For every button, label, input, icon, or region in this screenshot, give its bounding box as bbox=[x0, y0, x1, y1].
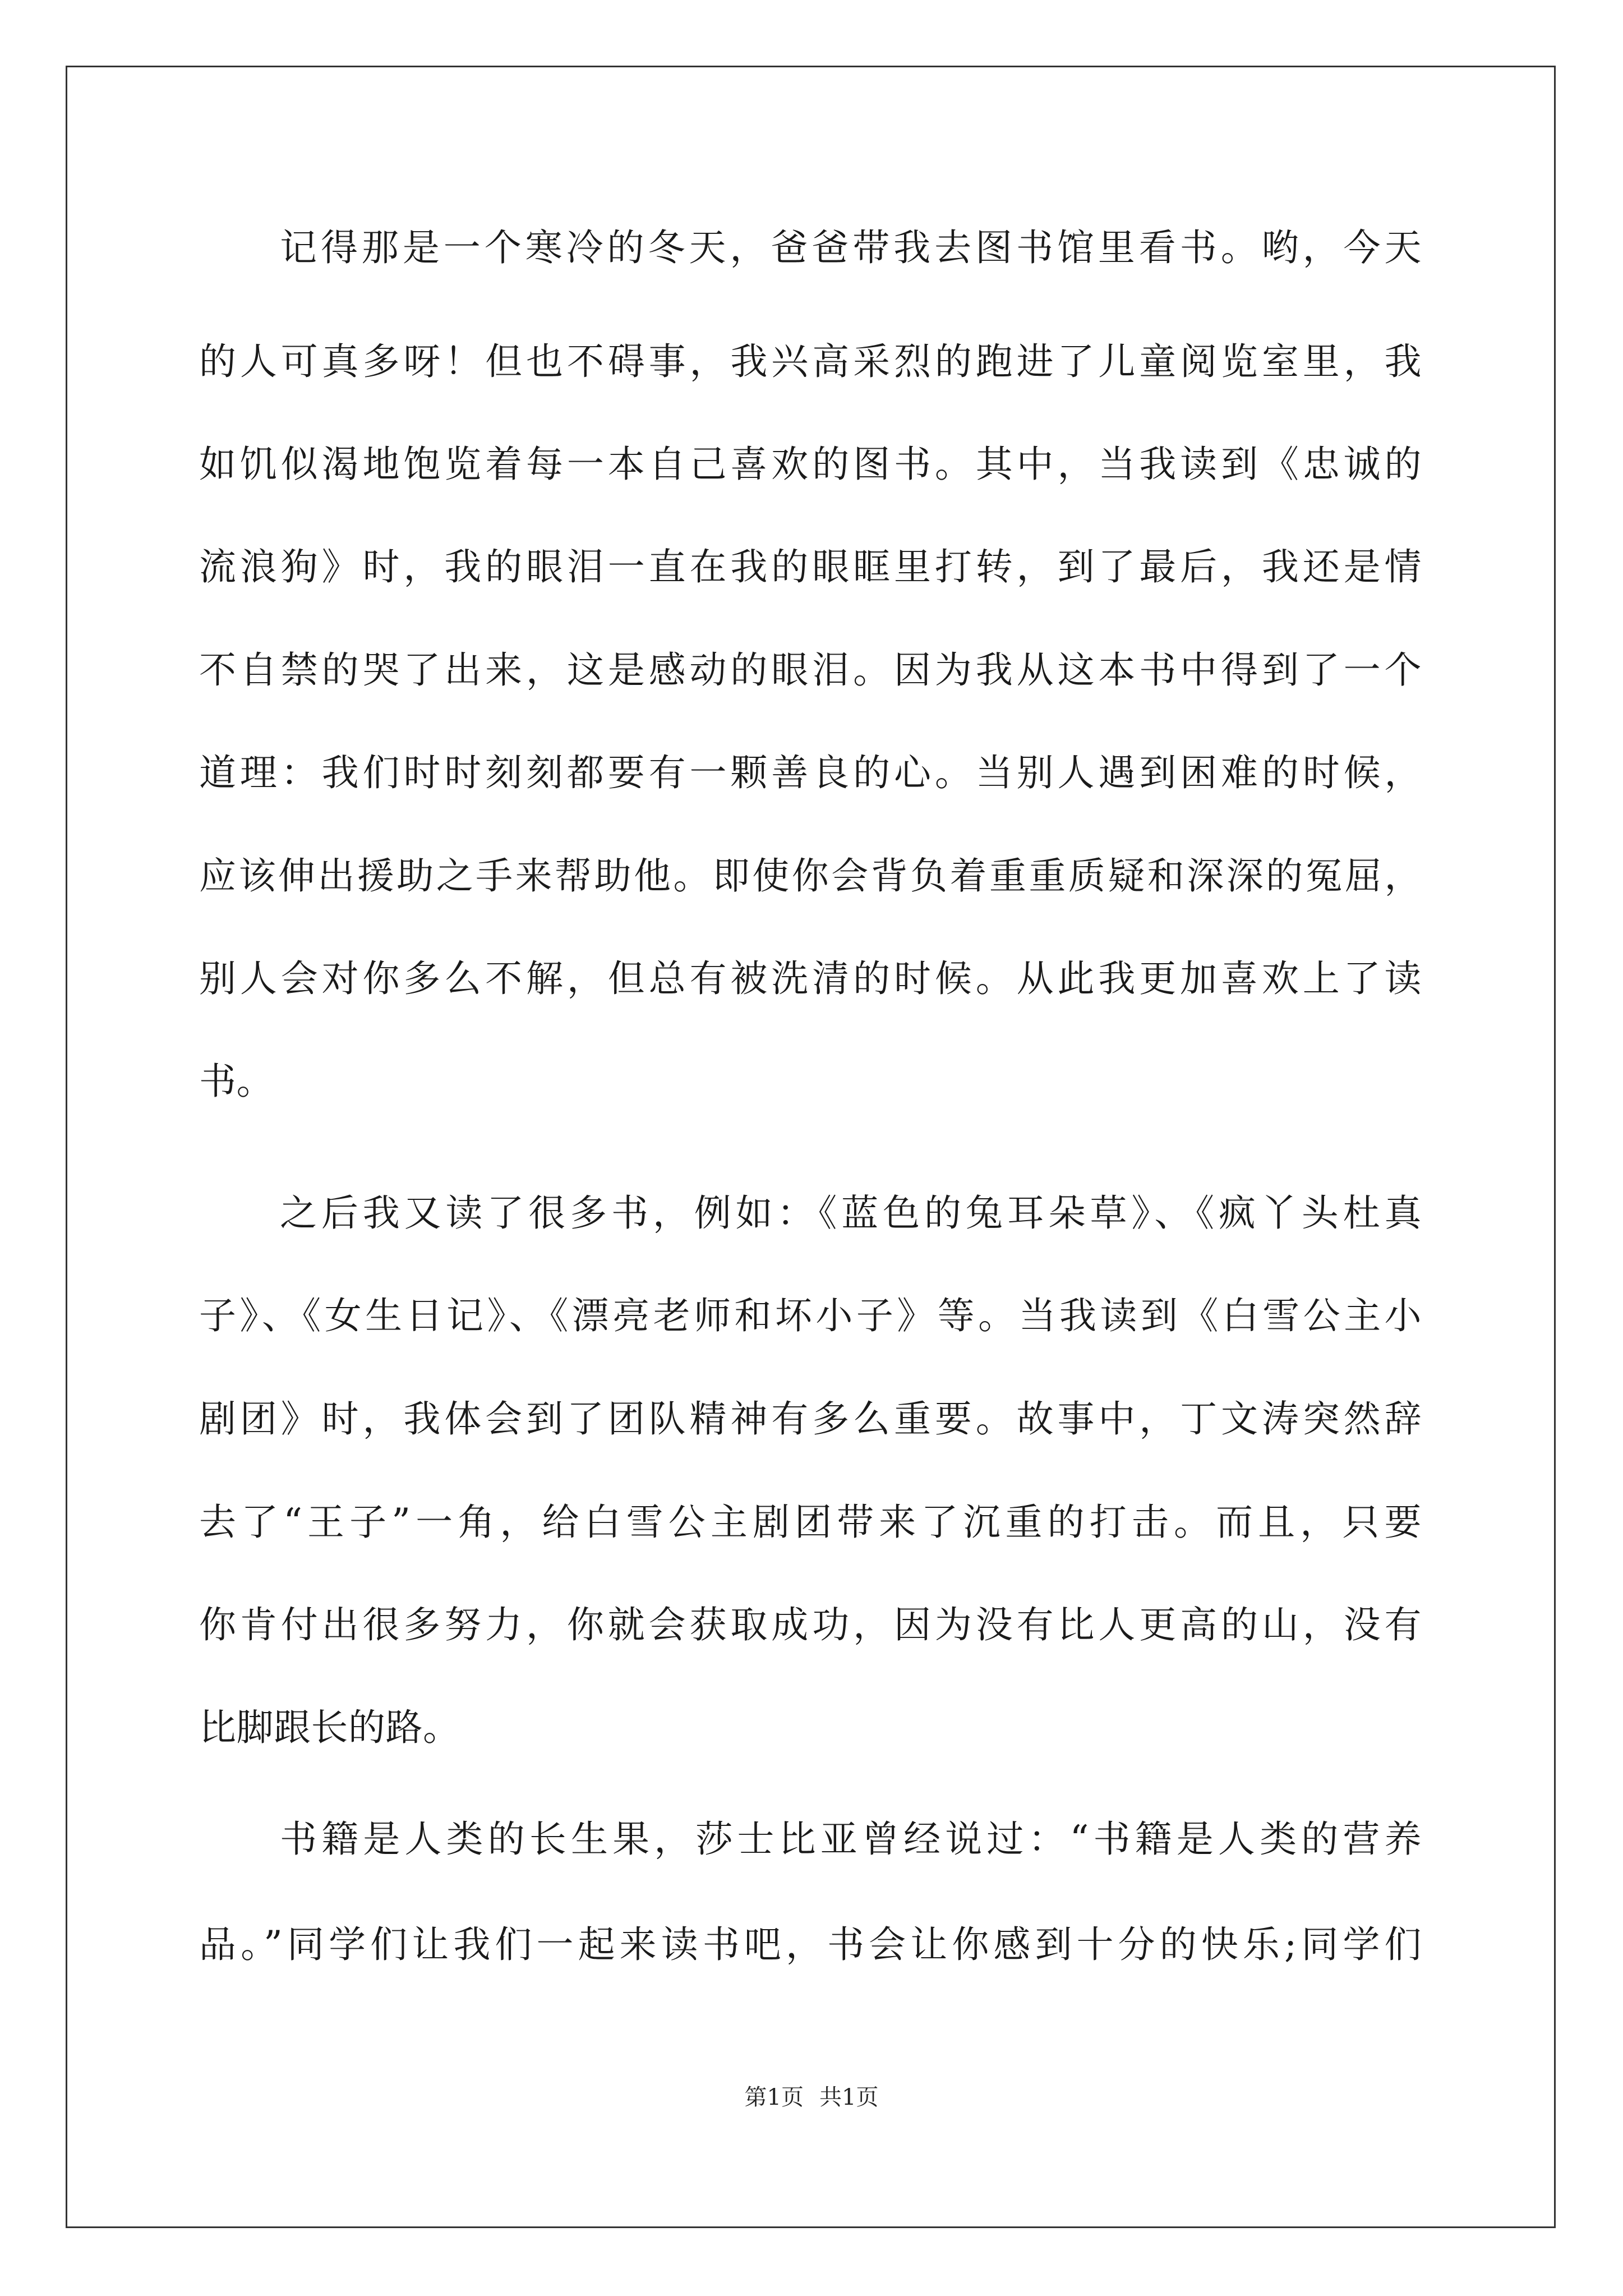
text-line: 书。 bbox=[199, 1060, 274, 1103]
page-footer bbox=[0, 2083, 1623, 2111]
text-line: 书籍是人类的长生果，莎士比亚曾经说过：“书籍是人类的营养 bbox=[280, 1818, 1422, 1861]
page-number: 第1页 bbox=[744, 2085, 804, 2110]
text-line: 别人会对你多么不解，但总有被洗清的时候。从此我更加喜欢上了读 bbox=[199, 957, 1422, 1000]
text-line: 子》、《女生日记》、《漂亮老师和坏小子》等。当我读到《白雪公主小 bbox=[199, 1294, 1422, 1337]
text-line: 道理：我们时时刻刻都要有一颗善良的心。当别人遇到困难的时候， bbox=[199, 751, 1422, 794]
text-line: 不自禁的哭了出来，这是感动的眼泪。因为我从这本书中得到了一个 bbox=[199, 648, 1422, 692]
text-line: 去了“王子”一角，给白雪公主剧团带来了沉重的打击。而且，只要 bbox=[199, 1501, 1422, 1544]
text-line: 品。”同学们让我们一起来读书吧，书会让你感到十分的快乐;同学们 bbox=[199, 1923, 1422, 1966]
text-line: 的人可真多呀！但也不碍事，我兴高采烈的跑进了儿童阅览室里，我 bbox=[199, 340, 1422, 383]
text-line: 之后我又读了很多书，例如：《蓝色的兔耳朵草》、《疯丫头杜真 bbox=[280, 1191, 1422, 1235]
text-line: 应该伸出援助之手来帮助他。即使你会背负着重重质疑和深深的冤屈， bbox=[199, 854, 1422, 898]
text-line: 记得那是一个寒冷的冬天，爸爸带我去图书馆里看书。哟，今天 bbox=[280, 226, 1422, 269]
text-line: 比脚跟长的路。 bbox=[199, 1706, 460, 1749]
text-line: 剧团》时，我体会到了团队精神有多么重要。故事中，丁文涛突然辞 bbox=[199, 1397, 1422, 1441]
page-frame bbox=[66, 66, 1556, 2228]
page-total: 共1页 bbox=[819, 2085, 879, 2110]
text-line: 如饥似渴地饱览着每一本自己喜欢的图书。其中，当我读到《忠诚的 bbox=[199, 443, 1422, 486]
text-line: 流浪狗》时，我的眼泪一直在我的眼眶里打转，到了最后，我还是情 bbox=[199, 545, 1422, 588]
text-line: 你肯付出很多努力，你就会获取成功，因为没有比人更高的山，没有 bbox=[199, 1603, 1422, 1646]
